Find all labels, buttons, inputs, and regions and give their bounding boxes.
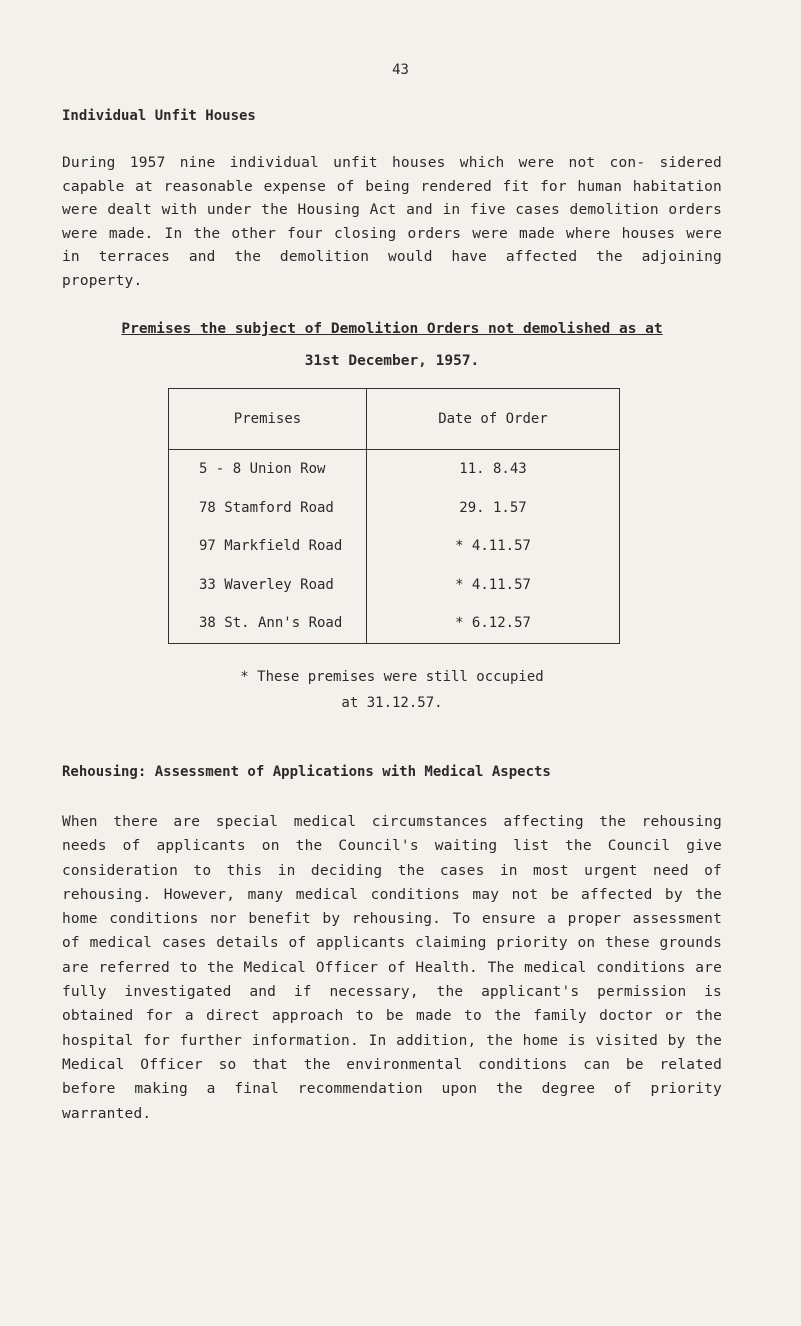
table-row <box>169 527 620 566</box>
date-cell: 11. 8.43 <box>367 450 620 489</box>
column-header-premises: Premises <box>169 389 367 450</box>
column-header-date-of-order: Date of Order <box>367 389 620 450</box>
footnote-line2: at 31.12.57. <box>341 695 443 711</box>
paragraph-rehousing: When there are special medical circumstances affecting the rehousing needs of applicants on the Council's waiting list the Council give consideration to this in deciding the cases in most urgent need of rehousing. However, many medical conditions may not be affected by the home conditions nor benefit by rehousing. To ensure a proper assessment of medical cases details of applicants claiming priority on these grounds are referred to the Medical Officer of Health. The medical conditions are fully investigated and if necessary, the applicant's permission is obtained for a direct approach to be made to the family doctor or the hospital for further information. In addition, the home is visited by the Medical Officer so that the environmental conditions can be related before making a final recommendation upon the degree of priority warranted. <box>62 814 722 1122</box>
section-heading-rehousing: Rehousing: Assessment of Applications with Medical Aspects <box>62 764 551 780</box>
premises-cell: 78 Stamford Road <box>169 489 367 528</box>
table-footnote <box>62 664 722 716</box>
premises-cell: 38 St. Ann's Road <box>169 604 367 643</box>
page-number: 43 <box>392 62 409 78</box>
date-cell: 29. 1.57 <box>367 489 620 528</box>
table-title-line2: 31st December, 1957. <box>304 353 480 369</box>
table-header-row <box>169 389 620 450</box>
footnote-line1: * These premises were still occupied <box>240 669 544 685</box>
section-heading-unfit-houses: Individual Unfit Houses <box>62 108 256 124</box>
paragraph-unfit-houses: During 1957 nine individual unfit houses which were not con- sidered capable at reasonable expense of being rendered fit for human habitation were dealt with under the Housing Act and in five cases demolition orders were made. In the other four closing orders were made where houses were in terraces and the demolition would have affected the adjoining property. <box>62 155 722 289</box>
table-row <box>169 604 620 643</box>
table-title-line1: Premises the subject of Demolition Orders not demolished as at <box>121 321 663 337</box>
demolition-orders-table <box>168 388 620 644</box>
date-cell: * 4.11.57 <box>367 566 620 605</box>
date-cell: * 4.11.57 <box>367 527 620 566</box>
premises-cell: 97 Markfield Road <box>169 527 367 566</box>
table-row <box>169 489 620 528</box>
table-title <box>62 316 722 374</box>
date-cell: * 6.12.57 <box>367 604 620 643</box>
premises-cell: 5 - 8 Union Row <box>169 450 367 489</box>
table-row <box>169 450 620 489</box>
premises-cell: 33 Waverley Road <box>169 566 367 605</box>
table-row <box>169 566 620 605</box>
